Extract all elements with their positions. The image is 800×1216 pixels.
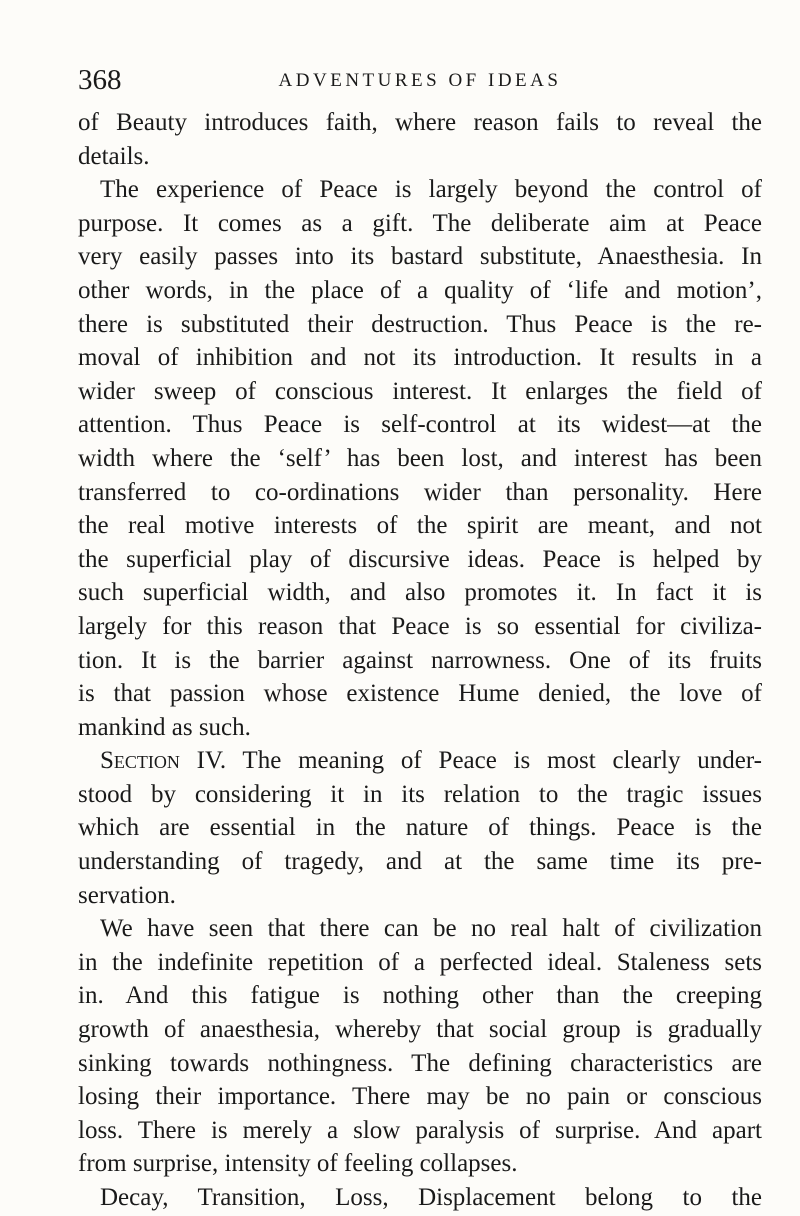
text-line: in. And this fatigue is nothing other than the creeping bbox=[78, 982, 762, 1010]
text-line: the superficial play of discursive ideas. Peace is helped by bbox=[78, 545, 762, 573]
running-head: ADVENTURES OF IDEAS bbox=[278, 70, 562, 91]
text-line: other words, in the place of a quality of ‘life and motion’, bbox=[78, 276, 762, 304]
text-line: servation. bbox=[78, 881, 176, 909]
text-line: tion. It is the barrier against narrowness. One of its fruits bbox=[78, 646, 762, 674]
text-line: Section IV. The meaning of Peace is most clearly under- bbox=[100, 747, 762, 775]
text-line: the real motive interests of the spirit are meant, and not bbox=[78, 512, 762, 540]
text-line: growth of anaesthesia, whereby that social group is gradually bbox=[78, 1016, 762, 1044]
text-line: largely for this reason that Peace is so essential for civiliza- bbox=[78, 612, 762, 640]
text-line: moval of inhibition and not its introduction. It results in a bbox=[78, 344, 762, 372]
text-line: purpose. It comes as a gift. The deliberate aim at Peace bbox=[78, 209, 762, 237]
text-line: losing their importance. There may be no pain or conscious bbox=[78, 1083, 762, 1111]
text-line: We have seen that there can be no real halt of civilization bbox=[100, 915, 762, 943]
text-line: very easily passes into its bastard substitute, Anaesthesia. In bbox=[78, 243, 762, 271]
page-header bbox=[78, 62, 762, 98]
text-line: such superficial width, and also promotes it. In fact it is bbox=[78, 579, 762, 607]
text-line: there is substituted their destruction. Thus Peace is the re- bbox=[78, 310, 762, 338]
text-line: understanding of tragedy, and at the same time its pre- bbox=[78, 848, 762, 876]
text-line: attention. Thus Peace is self-control at its widest—at the bbox=[78, 411, 762, 439]
text-line: is that passion whose existence Hume denied, the love of bbox=[78, 680, 762, 708]
page-number: 368 bbox=[78, 64, 122, 96]
text-line: sinking towards nothingness. The defining characteristics are bbox=[78, 1049, 762, 1077]
text-line: mankind as such. bbox=[78, 713, 251, 741]
text-line: transferred to co-ordinations wider than personality. Here bbox=[78, 478, 762, 506]
text-line: which are essential in the nature of things. Peace is the bbox=[78, 814, 762, 842]
text-line: stood by considering it in its relation to the tragic issues bbox=[78, 780, 762, 808]
text-line: details. bbox=[78, 142, 150, 170]
text-line: from surprise, intensity of feeling collapses. bbox=[78, 1150, 518, 1178]
text-line: in the indefinite repetition of a perfected ideal. Staleness sets bbox=[78, 948, 762, 976]
text-line: width where the ‘self’ has been lost, and interest has been bbox=[78, 444, 762, 472]
text-line: wider sweep of conscious interest. It enlarges the field of bbox=[78, 377, 762, 405]
text-line: The experience of Peace is largely beyond the control of bbox=[100, 176, 762, 204]
text-line: Decay, Transition, Loss, Displacement belong to the bbox=[100, 1184, 762, 1211]
section-label: Section bbox=[100, 747, 180, 775]
body-text bbox=[78, 106, 762, 1215]
text-line: loss. There is merely a slow paralysis of surprise. And apart bbox=[78, 1116, 762, 1144]
text-line: of Beauty introduces faith, where reason fails to reveal the bbox=[78, 109, 762, 136]
